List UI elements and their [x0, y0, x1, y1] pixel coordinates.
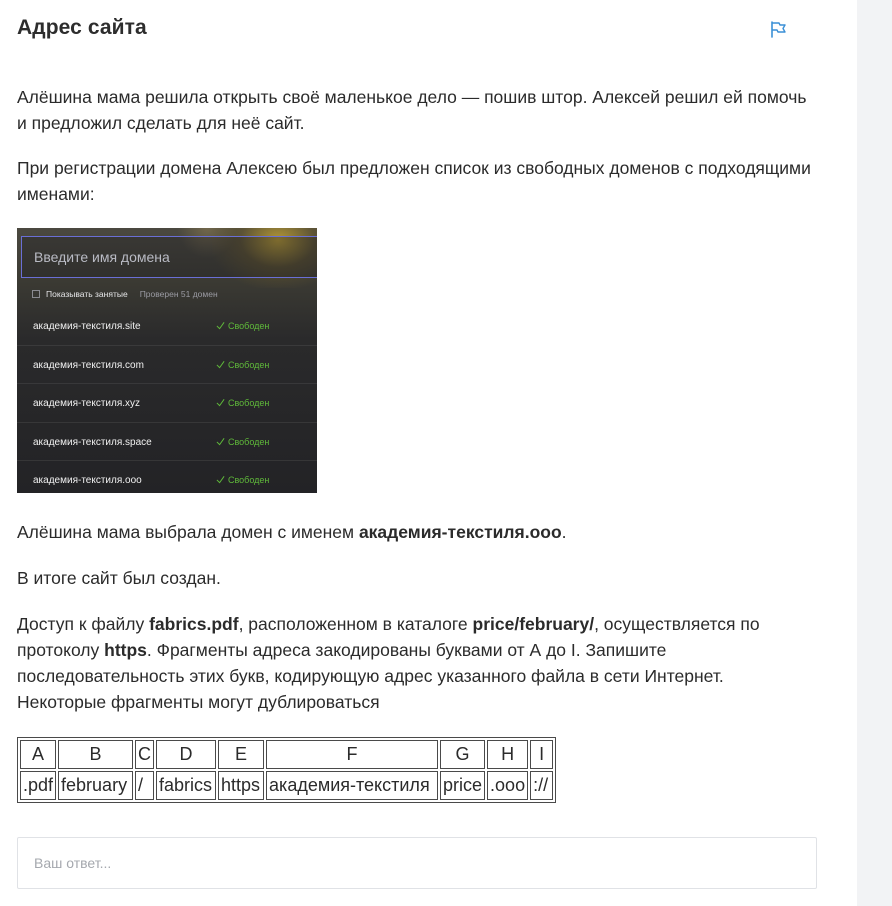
domain-row [17, 307, 317, 346]
domain-options-row [32, 289, 218, 301]
domain-name: академия-текстиля.space [33, 436, 152, 448]
fragment-cell: february [58, 771, 133, 800]
task-header [17, 0, 817, 58]
right-rail [857, 0, 892, 906]
letter-cell: D [156, 740, 216, 769]
domain-status: Свободен [216, 360, 269, 370]
domain-search-placeholder: Введите имя домена [34, 249, 170, 265]
domain-name: академия-текстиля.ооо [33, 475, 142, 486]
file-name: fabrics.pdf [149, 614, 239, 634]
table-row [20, 771, 553, 800]
letter-cell: G [440, 740, 485, 769]
check-icon [216, 437, 225, 446]
fragment-cell: .pdf [20, 771, 56, 800]
domain-name: академия-текстиля.site [33, 321, 141, 332]
task-paragraph-question: Доступ к файлу fabrics.pdf, расположенном в каталоге price/february/, осуществляется по протоколу https. Фрагменты адреса закодированы буквами от А до I. Запишите последовательность этих букв, кодирующую адрес указанного файла в сети Интернет. Некоторые фрагменты могут дублироваться [17, 614, 760, 712]
letter-cell: F [266, 740, 438, 769]
domain-row [17, 423, 317, 462]
check-icon [216, 398, 225, 407]
fragment-cell: fabrics [156, 771, 216, 800]
fragment-cell: price [440, 771, 485, 800]
checked-count-label: Проверен 51 домен [139, 289, 218, 299]
protocol-name: https [104, 640, 147, 660]
chosen-domain: академия-текстиля.ооо [358, 522, 562, 542]
domain-status: Свободен [216, 475, 269, 485]
fragment-cell: / [135, 771, 154, 800]
domain-status: Свободен [216, 437, 269, 447]
check-icon [216, 321, 225, 330]
task-content [17, 0, 817, 795]
task-paragraph-chosen-domain: Алёшина мама выбрала домен с именем академия-текстиля.ооо. [17, 522, 567, 542]
check-icon [216, 360, 225, 369]
letter-cell: E [218, 740, 264, 769]
letter-cell: I [530, 740, 553, 769]
fragment-cell: академия-текстиля [266, 771, 438, 800]
letter-cell: H [487, 740, 528, 769]
flag-icon[interactable] [769, 20, 787, 38]
show-taken-label: Показывать занятые [46, 289, 128, 299]
letter-cell: A [20, 740, 56, 769]
domain-row [17, 346, 317, 385]
domain-name: академия-текстиля.xyz [33, 398, 141, 409]
domain-name: академия-текстиля.com [33, 359, 144, 371]
directory-name: price/february/ [472, 614, 595, 634]
table-row [20, 740, 553, 769]
show-taken-checkbox [32, 290, 40, 298]
domain-row [17, 461, 317, 493]
check-icon [216, 475, 225, 484]
task-paragraph-site-created: В итоге сайт был создан. [17, 568, 221, 588]
fragments-table [17, 737, 556, 803]
fragment-cell: .ооо [487, 771, 528, 800]
domain-list-screenshot [17, 228, 317, 493]
domain-status: Свободен [216, 398, 269, 408]
domain-status: Свободен [216, 321, 269, 331]
letter-cell: B [58, 740, 133, 769]
task-paragraph-intro: Алёшина мама решила открыть своё маленькое дело — пошив штор. Алексей решил ей помочь и предложил сделать для неё сайт. [17, 87, 807, 133]
letter-cell: C [135, 740, 154, 769]
task-paragraph-registration: При регистрации домена Алексею был предложен список из свободных доменов с подходящими именами: [17, 158, 811, 204]
fragment-cell: :// [530, 771, 553, 800]
fragment-cell: https [218, 771, 264, 800]
answer-input[interactable] [17, 837, 817, 889]
domain-search-box [21, 236, 317, 278]
task-title: Адрес сайта [17, 16, 147, 39]
domain-row [17, 384, 317, 423]
